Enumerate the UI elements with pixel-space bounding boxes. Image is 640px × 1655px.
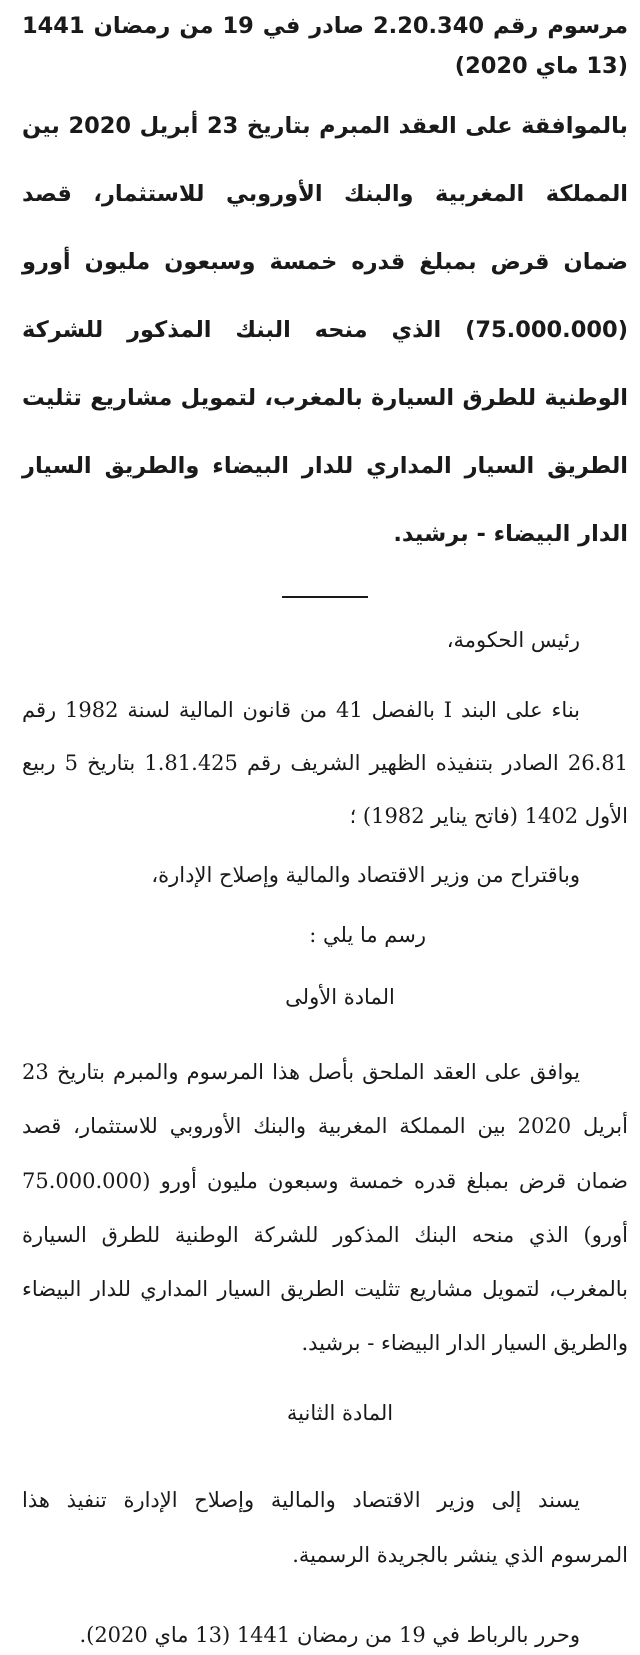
decree-formula: رسم ما يلي : (309, 923, 426, 947)
separator-rule (282, 596, 368, 598)
decree-title (22, 0, 628, 568)
decree-title-subject: بالموافقة على العقد المبرم بتاريخ 23 أبريل 2020 بين المملكة المغربية والبنك الأوروبي للاستثمار، قصد ضمان قرض بمبلغ قدره خمسة وسبعون مليون أورو (75.000.000) الذي منحه البنك المذكور للشركة الوطنية للطرق السيارة بالمغرب، لتمويل مشاريع تثليت الطريق السيار المداري للدار البيضاء والطريق السيار الدار البيضاء - برشيد. (22, 113, 628, 547)
article-2-heading: المادة الثانية (286, 1400, 394, 1425)
article-2-text: يسند إلى وزير الاقتصاد والمالية وإصلاح الإدارة تنفيذ هذا المرسوم الذي ينشر بالجريدة الرسمية. (22, 1487, 628, 1567)
addressee: رئيس الحكومة، (446, 628, 580, 652)
preamble-proposal: وباقتراح من وزير الاقتصاد والمالية وإصلاح الإدارة، (151, 863, 580, 887)
closing-date-place: وحرر بالرباط في 19 من رمضان 1441 (13 ماي 2020). (79, 1622, 580, 1647)
decree-title-number: مرسوم رقم 2.20.340 صادر في 19 من رمضان 1441 (13 ماي 2020) (22, 13, 629, 79)
preamble-legal-basis: بناء على البند I بالفصل 41 من قانون المالية لسنة 1982 رقم 26.81 الصادر بتنفيذه الظهير الشريف رقم 1.81.425 بتاريخ 5 ربيع الأول 1402 (فاتح يناير 1982) ؛ (22, 698, 628, 828)
article-1-text: يوافق على العقد الملحق بأصل هذا المرسوم والمبرم بتاريخ 23 أبريل 2020 بين المملكة المغربية والبنك الأوروبي للاستثمار، قصد ضمان قرض بمبلغ قدره خمسة وسبعون مليون أورو (75.000.000 أورو) الذي منحه البنك المذكور للشركة الوطنية للطرق السيارة بالمغرب، لتمويل مشاريع تثليت الطريق السيار المداري للدار البيضاء والطريق السيار الدار البيضاء - برشيد. (22, 1060, 628, 1356)
article-1-heading: المادة الأولى (285, 985, 395, 1009)
